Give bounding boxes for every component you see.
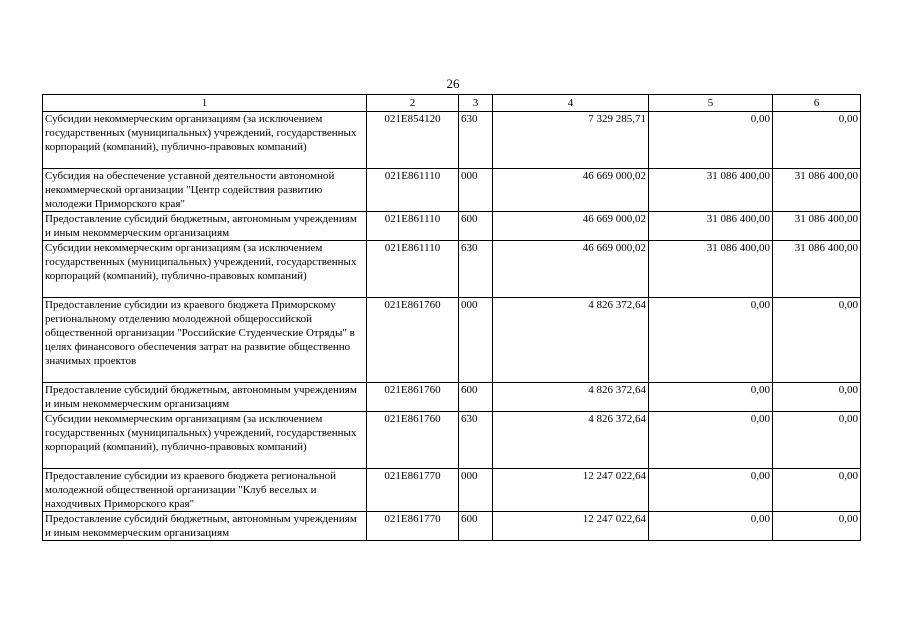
row-amount-4: 4 826 372,64 (493, 383, 649, 412)
budget-table (42, 94, 861, 541)
row-code: 021E861760 (367, 383, 459, 412)
row-amount-5: 0,00 (649, 512, 773, 541)
row-type: 630 (459, 412, 493, 469)
row-amount-4: 12 247 022,64 (493, 512, 649, 541)
row-code: 021E861770 (367, 512, 459, 541)
row-amount-6: 0,00 (773, 469, 861, 512)
row-type: 000 (459, 469, 493, 512)
row-amount-6: 0,00 (773, 298, 861, 383)
table-row (43, 469, 861, 512)
row-type: 600 (459, 383, 493, 412)
row-code: 021E861760 (367, 412, 459, 469)
row-type: 000 (459, 298, 493, 383)
column-header-6: 6 (773, 95, 861, 112)
column-header-5: 5 (649, 95, 773, 112)
row-amount-4: 4 826 372,64 (493, 412, 649, 469)
row-code: 021E861110 (367, 212, 459, 241)
row-name: Предоставление субсидий бюджетным, автономным учреждениям и иным некоммерческим организациям (43, 512, 367, 541)
row-name: Субсидии некоммерческим организациям (за исключением государственных (муниципальных) учреждений, государственных корпораций (компаний), публично-правовых компаний) (43, 412, 367, 469)
row-type: 600 (459, 212, 493, 241)
row-amount-5: 31 086 400,00 (649, 212, 773, 241)
row-amount-5: 31 086 400,00 (649, 241, 773, 298)
row-code: 021E861110 (367, 241, 459, 298)
row-name: Предоставление субсидии из краевого бюджета Приморскому региональному отделению молодежной общероссийской общественной организации "Российские Студенческие Отряды" в целях финансового обеспечения затрат на развитие общественно значимых проектов (43, 298, 367, 383)
row-type: 630 (459, 112, 493, 169)
row-amount-4: 12 247 022,64 (493, 469, 649, 512)
column-header-3: 3 (459, 95, 493, 112)
table-row (43, 112, 861, 169)
row-amount-6: 0,00 (773, 412, 861, 469)
row-amount-6: 0,00 (773, 112, 861, 169)
row-amount-6: 0,00 (773, 512, 861, 541)
row-name: Предоставление субсидий бюджетным, автономным учреждениям и иным некоммерческим организациям (43, 212, 367, 241)
row-amount-5: 0,00 (649, 412, 773, 469)
row-amount-6: 0,00 (773, 383, 861, 412)
table-row (43, 512, 861, 541)
row-amount-4: 46 669 000,02 (493, 169, 649, 212)
row-amount-6: 31 086 400,00 (773, 212, 861, 241)
table-row (43, 212, 861, 241)
row-code: 021E861770 (367, 469, 459, 512)
row-amount-5: 0,00 (649, 112, 773, 169)
column-header-1: 1 (43, 95, 367, 112)
table-row (43, 169, 861, 212)
column-header-2: 2 (367, 95, 459, 112)
row-amount-5: 31 086 400,00 (649, 169, 773, 212)
row-name: Предоставление субсидии из краевого бюджета региональной молодежной общественной организации "Клуб веселых и находчивых Приморского края" (43, 469, 367, 512)
row-name: Субсидии некоммерческим организациям (за исключением государственных (муниципальных) учреждений, государственных корпораций (компаний), публично-правовых компаний) (43, 112, 367, 169)
row-type: 000 (459, 169, 493, 212)
row-amount-5: 0,00 (649, 383, 773, 412)
row-code: 021E861110 (367, 169, 459, 212)
table-row (43, 383, 861, 412)
row-amount-6: 31 086 400,00 (773, 241, 861, 298)
table-row (43, 241, 861, 298)
table-row (43, 298, 861, 383)
row-code: 021E861760 (367, 298, 459, 383)
header-row (43, 95, 861, 112)
row-name: Предоставление субсидий бюджетным, автономным учреждениям и иным некоммерческим организациям (43, 383, 367, 412)
row-type: 600 (459, 512, 493, 541)
row-amount-4: 7 329 285,71 (493, 112, 649, 169)
row-amount-4: 46 669 000,02 (493, 212, 649, 241)
row-name: Субсидия на обеспечение уставной деятельности автономной некоммерческой организации "Центр содействия развитию молодежи Приморского края" (43, 169, 367, 212)
row-amount-5: 0,00 (649, 298, 773, 383)
row-amount-4: 46 669 000,02 (493, 241, 649, 298)
row-type: 630 (459, 241, 493, 298)
row-amount-4: 4 826 372,64 (493, 298, 649, 383)
row-code: 021E854120 (367, 112, 459, 169)
table-row (43, 412, 861, 469)
page-number: 26 (446, 76, 460, 91)
column-header-4: 4 (493, 95, 649, 112)
row-name: Субсидии некоммерческим организациям (за исключением государственных (муниципальных) учреждений, государственных корпораций (компаний), публично-правовых компаний) (43, 241, 367, 298)
row-amount-6: 31 086 400,00 (773, 169, 861, 212)
row-amount-5: 0,00 (649, 469, 773, 512)
